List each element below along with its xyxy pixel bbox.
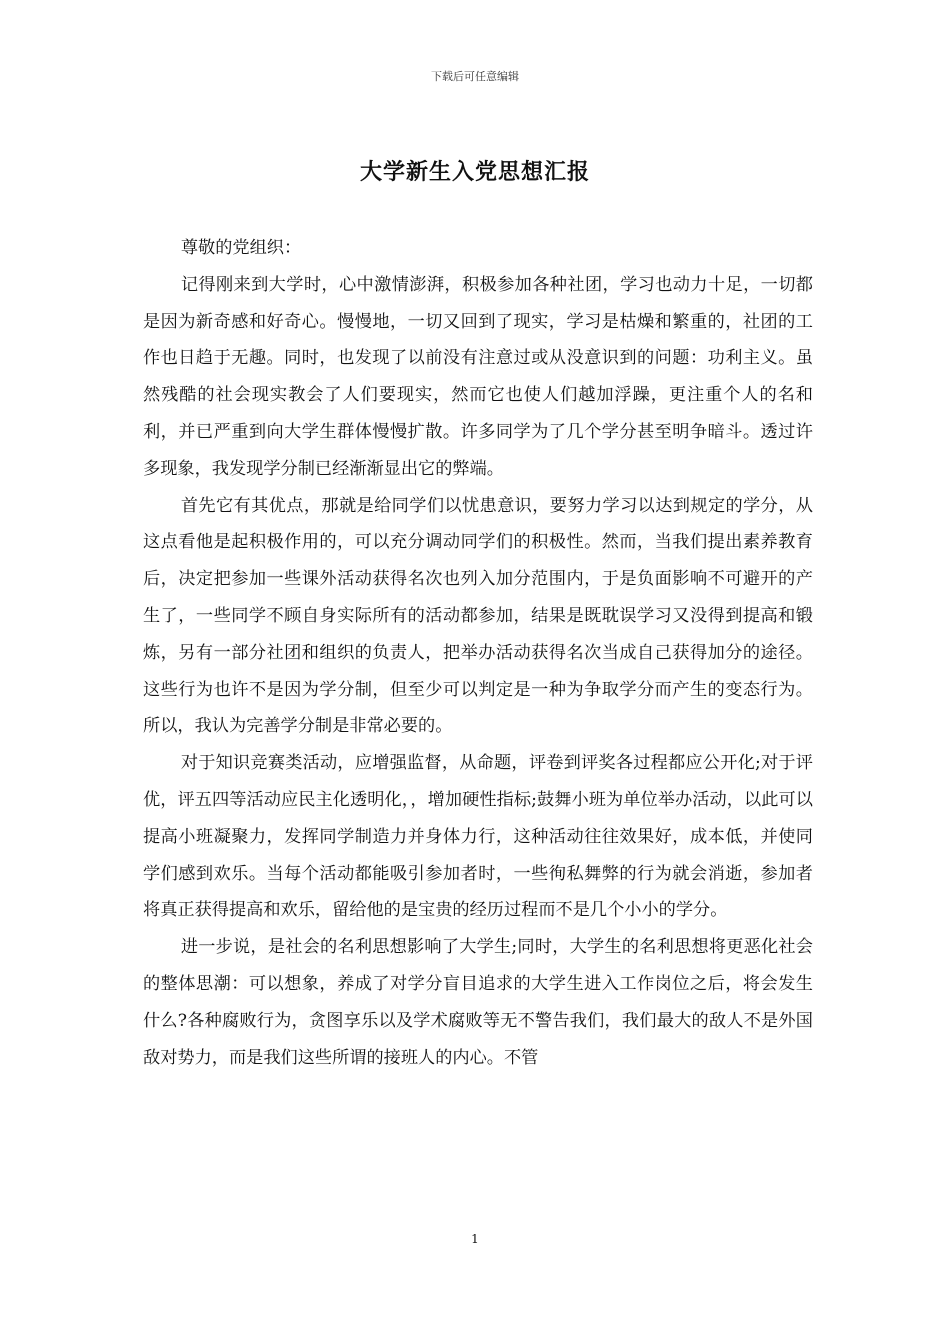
header-note: 下载后可任意编辑 xyxy=(431,70,519,83)
page-number: 1 xyxy=(471,1232,479,1246)
paragraph: 进一步说，是社会的名利思想影响了大学生;同时，大学生的名利思想将更恶化社会的整体思潮：可以想象，养成了对学分盲目追求的大学生进入工作岗位之后，将会发生什么?各种腐败行为，贪图享乐以及学术腐败等无不警告我们，我们最大的敌人不是外国敌对势力，而是我们这些所谓的接班人的内心。不管 xyxy=(143,937,813,1068)
paragraph: 对于知识竞赛类活动，应增强监督，从命题，评卷到评奖各过程都应公开化;对于评优，评五四等活动应民主化透明化，，增加硬性指标;鼓舞小班为单位举办活动，以此可以提高小班凝聚力，发挥同学制造力并身体力行，这种活动往往效果好，成本低，并使同学们感到欢乐。当每个活动都能吸引参加者时，一些徇私舞弊的行为就会消逝，参加者将真正获得提高和欢乐，留给他的是宝贵的经历过程而不是几个小小的学分。 xyxy=(143,753,813,921)
salutation: 尊敬的党组织： xyxy=(180,238,302,258)
document-body xyxy=(143,230,813,1076)
paragraph: 首先它有其优点，那就是给同学们以忧患意识，要努力学习以达到规定的学分，从这点看他是起积极作用的，可以充分调动同学们的积极性。然而，当我们提出素养教育后，决定把参加一些课外活动获得名次也列入加分范围内，于是负面影响不可避开的产生了，一些同学不顾自身实际所有的活动都参加，结果是既耽误学习又没得到提高和锻炼，另有一部分社团和组织的负责人，把举办活动获得名次当成自己获得加分的途径。这些行为也许不是因为学分制，但至少可以判定是一种为争取学分而产生的变态行为。所以，我认为完善学分制是非常必要的。 xyxy=(143,495,813,737)
document-title: 大学新生入党思想汇报 xyxy=(359,159,590,185)
paragraph: 记得刚来到大学时，心中激情澎湃，积极参加各种社团，学习也动力十足，一切都是因为新奇感和好奇心。慢慢地，一切又回到了现实，学习是枯燥和繁重的，社团的工作也日趋于无趣。同时，也发现了以前没有注意过或从没意识到的问题：功利主义。虽然残酷的社会现实教会了人们要现实，然而它也使人们越加浮躁，更注重个人的名和利，并已严重到向大学生群体慢慢扩散。许多同学为了几个学分甚至明争暗斗。透过许多现象，我发现学分制已经渐渐显出它的弊端。 xyxy=(143,274,813,479)
